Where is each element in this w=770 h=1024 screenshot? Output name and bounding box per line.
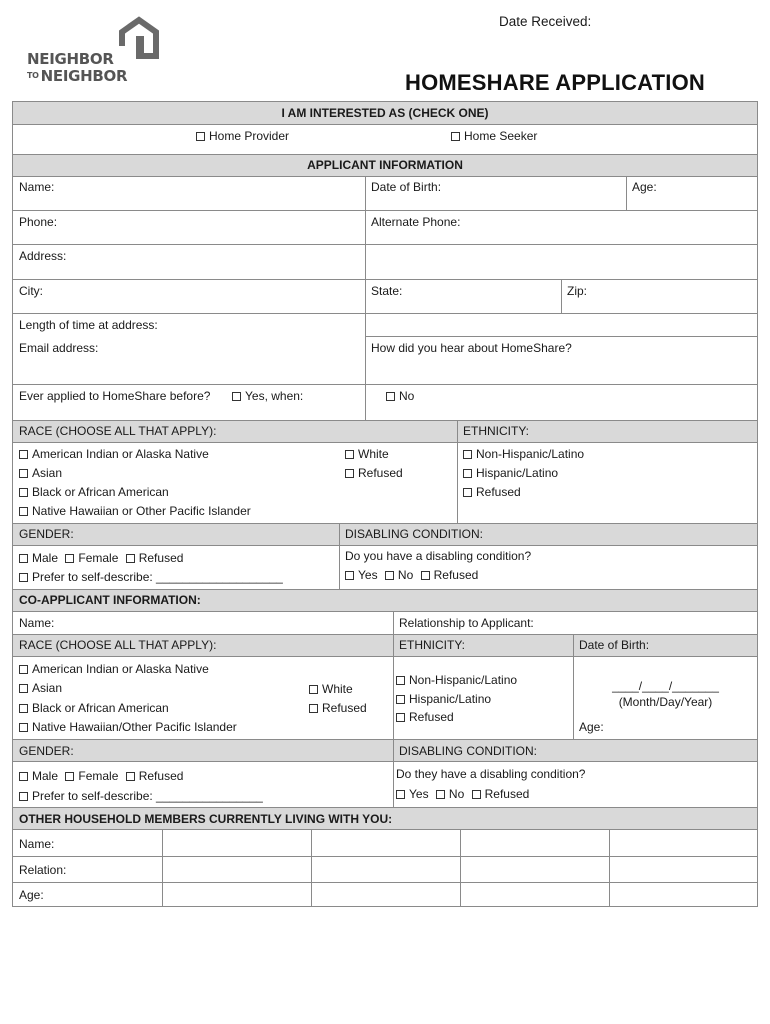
home-seeker-option[interactable] xyxy=(451,129,537,143)
co-race-black-checkbox[interactable] xyxy=(19,704,28,713)
gender-male-checkbox[interactable] xyxy=(19,554,28,563)
co-gender-refused-checkbox[interactable] xyxy=(126,772,135,781)
gender-self-describe-option[interactable] xyxy=(19,570,283,584)
ever-applied-yes-checkbox[interactable] xyxy=(232,392,241,401)
race-native-hawaiian-option[interactable] xyxy=(19,504,251,518)
co-gender-female-checkbox[interactable] xyxy=(65,772,74,781)
applicant-email-field[interactable]: Email address: xyxy=(19,341,99,355)
neighbor-to-neighbor-logo xyxy=(24,16,174,86)
co-race-white-checkbox[interactable] xyxy=(309,685,318,694)
co-ethnicity-non-hispanic-option[interactable] xyxy=(396,673,517,687)
applicant-phone-field[interactable]: Phone: xyxy=(19,215,58,229)
co-ethnicity-refused-option[interactable] xyxy=(396,710,454,724)
applicant-length-at-address-field[interactable]: Length of time at address: xyxy=(19,318,158,332)
co-ethnicity-non-hispanic-label: Non-Hispanic/Latino xyxy=(409,673,518,687)
applicant-city-field[interactable]: City: xyxy=(19,284,43,298)
co-disabling-refused-label: Refused xyxy=(484,787,530,801)
coapplicant-dob-format: (Month/Day/Year) xyxy=(618,695,713,709)
co-race-black-label: Black or African American xyxy=(32,701,169,715)
co-race-asian-option[interactable] xyxy=(19,681,62,695)
co-race-refused-option[interactable] xyxy=(309,701,367,715)
ever-applied-label: Ever applied to HomeShare before? xyxy=(19,389,211,403)
co-disabling-no-checkbox[interactable] xyxy=(436,790,445,799)
gender-options-row xyxy=(19,551,183,565)
coapplicant-heading: CO-APPLICANT INFORMATION: xyxy=(19,593,201,607)
co-race-american-indian-label: American Indian or Alaska Native xyxy=(32,662,209,676)
gender-heading: GENDER: xyxy=(19,527,74,541)
race-refused-label: Refused xyxy=(358,466,403,480)
disabling-yes-option[interactable] xyxy=(345,568,378,582)
race-refused-option[interactable] xyxy=(345,466,403,480)
race-asian-option[interactable] xyxy=(19,466,62,480)
co-gender-male-checkbox[interactable] xyxy=(19,772,28,781)
gender-self-describe-label: Prefer to self-describe: ___________________ xyxy=(32,570,283,584)
co-race-asian-label: Asian xyxy=(32,681,63,695)
home-provider-label: Home Provider xyxy=(209,129,290,143)
page-title: HOMESHARE APPLICATION xyxy=(405,70,705,95)
ethnicity-refused-label: Refused xyxy=(476,485,521,499)
interest-heading: I AM INTERESTED AS (CHECK ONE) xyxy=(281,106,489,120)
applicant-dob-field[interactable]: Date of Birth: xyxy=(371,180,442,194)
ever-applied-no-option[interactable] xyxy=(386,389,414,403)
household-age-label: Age: xyxy=(19,888,44,902)
disabling-yes-label: Yes xyxy=(358,568,378,582)
household-relation-label: Relation: xyxy=(19,863,67,877)
co-race-refused-checkbox[interactable] xyxy=(309,704,318,713)
ethnicity-hispanic-label: Hispanic/Latino xyxy=(476,466,559,480)
ethnicity-hispanic-option[interactable] xyxy=(463,466,558,480)
co-disabling-yes-label: Yes xyxy=(409,787,429,801)
ethnicity-refused-checkbox[interactable] xyxy=(463,488,472,497)
applicant-name-field[interactable]: Name: xyxy=(19,180,55,194)
co-ethnicity-hispanic-label: Hispanic/Latino xyxy=(409,692,492,706)
co-race-white-option[interactable] xyxy=(309,682,353,696)
race-american-indian-option[interactable] xyxy=(19,447,209,461)
gender-female-option[interactable] xyxy=(65,551,118,565)
co-ethnicity-hispanic-checkbox[interactable] xyxy=(396,695,405,704)
home-provider-option[interactable] xyxy=(196,129,289,143)
race-refused-checkbox[interactable] xyxy=(345,469,354,478)
race-white-checkbox[interactable] xyxy=(345,450,354,459)
co-disabling-refused-checkbox[interactable] xyxy=(472,790,481,799)
coapplicant-dob-field[interactable]: ____/____/_______ xyxy=(612,679,719,693)
household-name-label: Name: xyxy=(19,837,55,851)
applicant-address-field[interactable]: Address: xyxy=(19,249,67,263)
homeshare-application-form xyxy=(12,101,758,907)
race-asian-label: Asian xyxy=(32,466,63,480)
gender-male-option[interactable] xyxy=(19,551,58,565)
applicant-heading: APPLICANT INFORMATION xyxy=(307,158,463,172)
ethnicity-non-hispanic-label: Non-Hispanic/Latino xyxy=(476,447,585,461)
co-gender-male-label: Male xyxy=(32,769,59,783)
home-provider-checkbox[interactable] xyxy=(196,132,205,141)
applicant-hear-about-field[interactable]: How did you hear about HomeShare? xyxy=(371,341,572,355)
race-native-hawaiian-checkbox[interactable] xyxy=(19,507,28,516)
household-heading: OTHER HOUSEHOLD MEMBERS CURRENTLY LIVING WITH YOU: xyxy=(19,812,393,826)
gender-male-label: Male xyxy=(32,551,59,565)
gender-refused-option[interactable] xyxy=(126,551,184,565)
co-gender-options-row xyxy=(19,769,183,783)
ethnicity-non-hispanic-checkbox[interactable] xyxy=(463,450,472,459)
co-gender-refused-option[interactable] xyxy=(126,769,184,783)
co-race-native-hawaiian-checkbox[interactable] xyxy=(19,723,28,732)
applicant-zip-field[interactable]: Zip: xyxy=(567,284,588,298)
disabling-no-label: No xyxy=(397,568,414,582)
race-american-indian-checkbox[interactable] xyxy=(19,450,28,459)
co-disabling-yes-option[interactable] xyxy=(396,787,429,801)
race-native-hawaiian-label: Native Hawaiian or Other Pacific Islander xyxy=(32,504,251,518)
gender-female-checkbox[interactable] xyxy=(65,554,74,563)
house-logo-icon xyxy=(116,16,162,62)
logo-text-line-2 xyxy=(27,67,127,85)
coapplicant-name-field[interactable]: Name: xyxy=(19,616,55,630)
race-american-indian-label: American Indian or Alaska Native xyxy=(32,447,209,461)
co-race-american-indian-checkbox[interactable] xyxy=(19,665,28,674)
race-black-option[interactable] xyxy=(19,485,169,499)
co-gender-self-describe-option[interactable] xyxy=(19,789,263,803)
race-black-label: Black or African American xyxy=(32,485,169,499)
co-disabling-no-label: No xyxy=(448,787,465,801)
disabling-refused-label: Refused xyxy=(433,568,479,582)
disabling-yes-checkbox[interactable] xyxy=(345,571,354,580)
co-ethnicity-refused-label: Refused xyxy=(409,710,454,724)
logo-text-to: TO xyxy=(27,71,39,80)
coapplicant-disabling-heading: DISABLING CONDITION: xyxy=(399,744,538,758)
applicant-age-field[interactable]: Age: xyxy=(632,180,657,194)
applicant-alt-phone-field[interactable]: Alternate Phone: xyxy=(371,215,461,229)
disabling-refused-option[interactable] xyxy=(421,568,479,582)
ever-applied-yes-option[interactable] xyxy=(232,389,303,403)
coapplicant-gender-heading: GENDER: xyxy=(19,744,74,758)
ethnicity-non-hispanic-option[interactable] xyxy=(463,447,584,461)
race-white-label: White xyxy=(358,447,389,461)
gender-refused-label: Refused xyxy=(138,551,184,565)
race-white-option[interactable] xyxy=(345,447,389,461)
co-disabling-refused-option[interactable] xyxy=(472,787,530,801)
home-seeker-checkbox[interactable] xyxy=(451,132,460,141)
ever-applied-no-label: No xyxy=(399,389,415,403)
co-race-native-hawaiian-option[interactable] xyxy=(19,720,237,734)
co-ethnicity-non-hispanic-checkbox[interactable] xyxy=(396,676,405,685)
co-disabling-no-option[interactable] xyxy=(436,787,464,801)
home-seeker-label: Home Seeker xyxy=(464,129,538,143)
race-heading: RACE (CHOOSE ALL THAT APPLY): xyxy=(19,424,217,438)
co-disabling-yes-checkbox[interactable] xyxy=(396,790,405,799)
co-ethnicity-hispanic-option[interactable] xyxy=(396,692,491,706)
co-race-asian-checkbox[interactable] xyxy=(19,684,28,693)
disabling-no-checkbox[interactable] xyxy=(385,571,394,580)
ethnicity-heading: ETHNICITY: xyxy=(463,424,530,438)
co-gender-self-describe-checkbox[interactable] xyxy=(19,792,28,801)
co-gender-refused-label: Refused xyxy=(138,769,184,783)
co-gender-female-label: Female xyxy=(78,769,119,783)
coapplicant-ethnicity-heading: ETHNICITY: xyxy=(399,638,466,652)
ever-applied-yes-label: Yes, when: xyxy=(245,389,304,403)
coapplicant-gender-heading-band xyxy=(13,739,757,761)
gender-female-label: Female xyxy=(78,551,119,565)
coapplicant-age-field[interactable]: Age: xyxy=(579,720,604,734)
co-gender-male-option[interactable] xyxy=(19,769,58,783)
disabling-options-row xyxy=(345,568,478,582)
date-received-label: Date Received: xyxy=(499,14,592,29)
co-race-black-option[interactable] xyxy=(19,701,169,715)
gender-self-describe-checkbox[interactable] xyxy=(19,573,28,582)
applicant-state-field[interactable]: State: xyxy=(371,284,403,298)
coapplicant-race-heading: RACE (CHOOSE ALL THAT APPLY): xyxy=(19,638,217,652)
disabling-question: Do you have a disabling condition? xyxy=(345,549,532,563)
coapplicant-dob-heading: Date of Birth: xyxy=(579,638,650,652)
logo-text-neighbor-2: NEIGHBOR xyxy=(40,67,128,85)
co-disabling-options-row xyxy=(396,787,529,801)
ethnicity-hispanic-checkbox[interactable] xyxy=(463,469,472,478)
coapplicant-relationship-field[interactable]: Relationship to Applicant: xyxy=(399,616,534,630)
co-gender-female-option[interactable] xyxy=(65,769,118,783)
race-black-checkbox[interactable] xyxy=(19,488,28,497)
disabling-heading: DISABLING CONDITION: xyxy=(345,527,484,541)
disabling-refused-checkbox[interactable] xyxy=(421,571,430,580)
co-race-white-label: White xyxy=(322,682,353,696)
race-asian-checkbox[interactable] xyxy=(19,469,28,478)
co-race-native-hawaiian-label: Native Hawaiian/Other Pacific Islander xyxy=(32,720,237,734)
co-race-american-indian-option[interactable] xyxy=(19,662,209,676)
disabling-no-option[interactable] xyxy=(385,568,413,582)
logo-text-neighbor-1: NEIGHBOR xyxy=(27,50,114,68)
ethnicity-refused-option[interactable] xyxy=(463,485,521,499)
co-gender-self-describe-label: Prefer to self-describe: ________________ xyxy=(32,789,263,803)
gender-refused-checkbox[interactable] xyxy=(126,554,135,563)
co-race-refused-label: Refused xyxy=(322,701,367,715)
coapplicant-disabling-question: Do they have a disabling condition? xyxy=(396,767,586,781)
ever-applied-no-checkbox[interactable] xyxy=(386,392,395,401)
co-ethnicity-refused-checkbox[interactable] xyxy=(396,713,405,722)
